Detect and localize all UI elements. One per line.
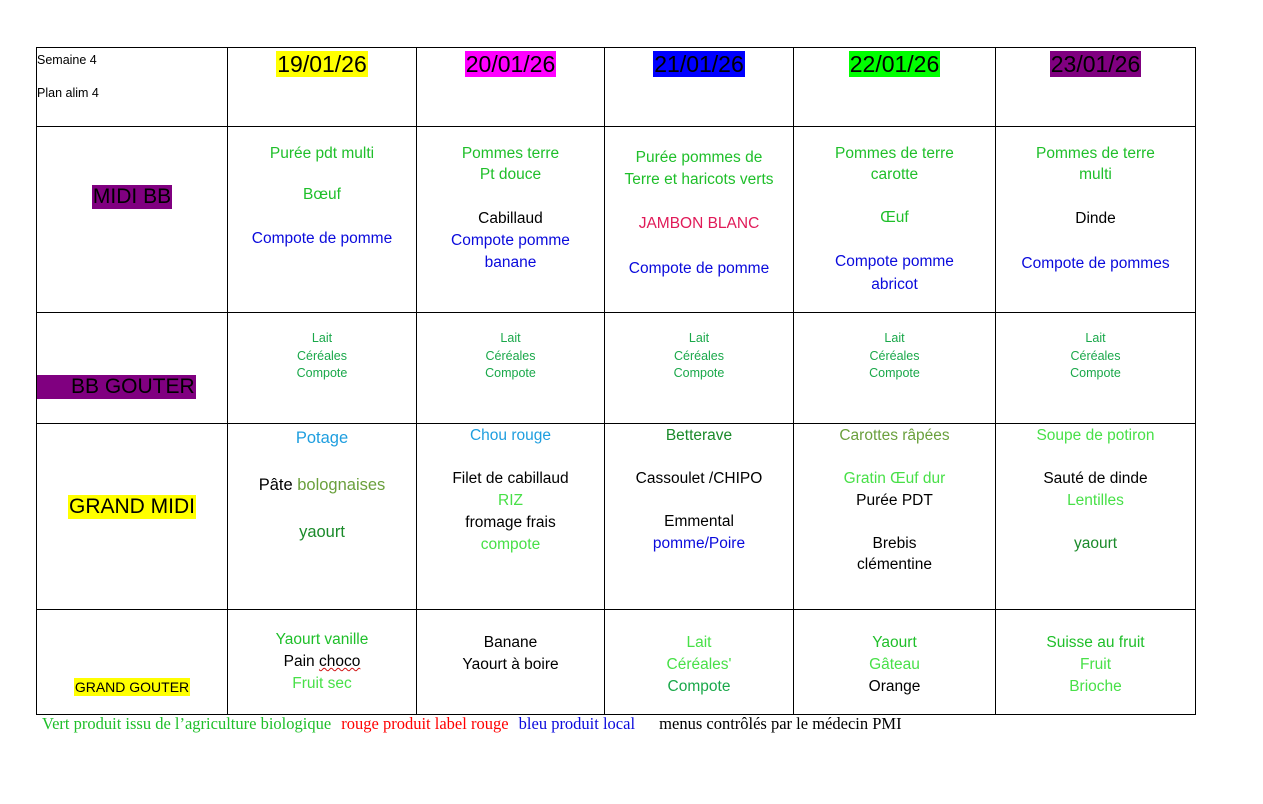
dish: Compote	[667, 678, 731, 695]
grand-midi-label: GRAND MIDI	[69, 495, 195, 518]
date-label: 22/01/26	[849, 51, 940, 77]
dish: Lait	[884, 331, 905, 345]
dish: Filet de cabillaud	[452, 470, 569, 487]
dish: Céréales	[485, 348, 536, 363]
dish: Lait	[1085, 331, 1106, 345]
dish: RIZ	[498, 492, 523, 509]
menu-cell	[996, 610, 1196, 715]
legend-label-rouge: rouge produit label rouge	[341, 714, 509, 733]
legend-organic: Vert produit issu de l’agriculture biologique	[42, 714, 332, 733]
dish: compote	[480, 536, 541, 553]
menu-cell	[996, 313, 1196, 424]
dish: Lait	[311, 331, 333, 345]
dish: banane	[484, 254, 537, 271]
week-cell	[37, 48, 228, 127]
row-label-cell	[37, 313, 228, 424]
dish: Brioche	[1069, 678, 1122, 695]
dish: Sauté de dinde	[1043, 470, 1148, 487]
dish: Compote de pommes	[1021, 255, 1170, 272]
menu-cell	[996, 127, 1196, 313]
dish: Yaourt	[872, 634, 917, 651]
dish: Compote	[296, 366, 348, 380]
dish: Céréales'	[666, 656, 732, 673]
dish: multi	[1079, 166, 1112, 183]
row-label-cell	[37, 424, 228, 610]
row-label-cell	[37, 127, 228, 313]
dish: Dinde	[1075, 210, 1116, 227]
menu-cell	[605, 610, 794, 715]
dish: Lait	[500, 331, 521, 345]
plan-label: Plan alim 4	[37, 86, 99, 100]
day-header	[996, 48, 1196, 127]
dish: Chou rouge	[469, 427, 551, 444]
dish: Compote	[485, 366, 536, 380]
dish: Yaourt vanille	[275, 631, 369, 648]
date-label: 19/01/26	[277, 51, 367, 77]
menu-cell	[417, 127, 605, 313]
menu-cell	[417, 424, 605, 610]
dish: Gâteau	[869, 656, 920, 673]
menu-cell	[228, 610, 417, 715]
dish: Brebis	[872, 535, 917, 552]
dish: Bœuf	[303, 186, 341, 203]
dish: Yaourt à boire	[462, 656, 559, 673]
midi-bb-row	[37, 127, 1196, 313]
date-label: 23/01/26	[1050, 51, 1141, 77]
dish: Céréales	[673, 348, 725, 363]
menu-cell	[794, 313, 996, 424]
dish: Betterave	[665, 427, 733, 444]
dish: Compote pomme	[451, 232, 570, 249]
menu-cell	[417, 313, 605, 424]
dish: Lentilles	[1067, 492, 1124, 509]
dish: carotte	[870, 166, 919, 183]
dish: Potage	[295, 429, 349, 447]
legend-local: bleu produit local	[518, 714, 636, 733]
dish: Purée pommes de	[635, 149, 763, 166]
dish: Emmental	[664, 513, 734, 530]
day-header	[417, 48, 605, 127]
dish: Pain	[283, 653, 319, 670]
dish: Pommes de terre	[1036, 145, 1155, 162]
menu-cell	[794, 127, 996, 313]
dish: Compote	[673, 366, 725, 380]
dish: Céréales	[869, 348, 920, 363]
day-header	[605, 48, 794, 127]
legend	[42, 714, 908, 734]
day-header	[794, 48, 996, 127]
dish: Fruit	[1080, 656, 1111, 673]
row-label-cell	[37, 610, 228, 715]
dish: Suisse au fruit	[1046, 634, 1145, 651]
week-label: Semaine 4	[37, 53, 97, 67]
dish: Fruit sec	[292, 675, 352, 692]
menu-cell	[605, 313, 794, 424]
dish: fromage frais	[465, 514, 556, 531]
dish: Compote	[1070, 366, 1121, 380]
dish: Carottes râpées	[839, 427, 950, 444]
grand-gouter-row	[37, 610, 1196, 715]
dish: abricot	[871, 276, 918, 293]
dish: Lait	[686, 634, 712, 651]
dish: Pâte	[258, 476, 298, 494]
dish: Pt douce	[479, 166, 542, 183]
menu-cell	[605, 424, 794, 610]
dish: Compote de pomme	[628, 260, 770, 277]
dish: Compote	[869, 366, 920, 380]
dish: Pommes terre	[461, 145, 560, 162]
dish: bolognaises	[297, 476, 386, 494]
menu-cell	[605, 127, 794, 313]
header-row	[37, 48, 1196, 127]
legend-note: menus contrôlés par le médecin PMI	[659, 714, 902, 733]
menu-cell	[417, 610, 605, 715]
date-label: 20/01/26	[465, 51, 556, 77]
midi-bb-label: MIDI BB	[92, 185, 172, 208]
dish: choco	[318, 653, 361, 670]
dish: yaourt	[299, 523, 345, 541]
dish: Banane	[483, 634, 538, 651]
dish: Terre et haricots verts	[624, 171, 774, 188]
dish: JAMBON BLANC	[638, 215, 760, 232]
date-label: 21/01/26	[654, 51, 744, 77]
dish: Gratin Œuf dur	[843, 470, 946, 487]
dish: yaourt	[1073, 535, 1118, 552]
dish: Purée PDT	[856, 492, 933, 509]
dish: Compote pomme	[835, 253, 954, 270]
dish: Œuf	[880, 209, 909, 226]
menu-cell	[228, 127, 417, 313]
dish: Lait	[688, 331, 710, 345]
dish: Orange	[868, 678, 921, 695]
dish: Cabillaud	[478, 210, 543, 227]
dish: Cassoulet /CHIPO	[635, 470, 763, 487]
dish: Soupe de potiron	[1036, 427, 1155, 444]
dish: Céréales	[1070, 348, 1121, 363]
dish: pomme/Poire	[652, 535, 746, 552]
bb-gouter-label: BB GOUTER	[37, 375, 196, 399]
menu-table	[36, 47, 1196, 715]
grand-gouter-label: GRAND GOUTER	[74, 679, 190, 695]
dish: clémentine	[857, 556, 932, 573]
dish: Purée pdt multi	[269, 145, 375, 162]
menu-cell	[794, 610, 996, 715]
menu-cell	[794, 424, 996, 610]
dish: Compote de pomme	[251, 230, 393, 247]
day-header	[228, 48, 417, 127]
dish: Pommes de terre	[835, 145, 954, 162]
grand-midi-row	[37, 424, 1196, 610]
menu-cell	[996, 424, 1196, 610]
bb-gouter-row	[37, 313, 1196, 424]
menu-cell	[228, 313, 417, 424]
menu-cell	[228, 424, 417, 610]
dish: Céréales	[296, 348, 348, 363]
